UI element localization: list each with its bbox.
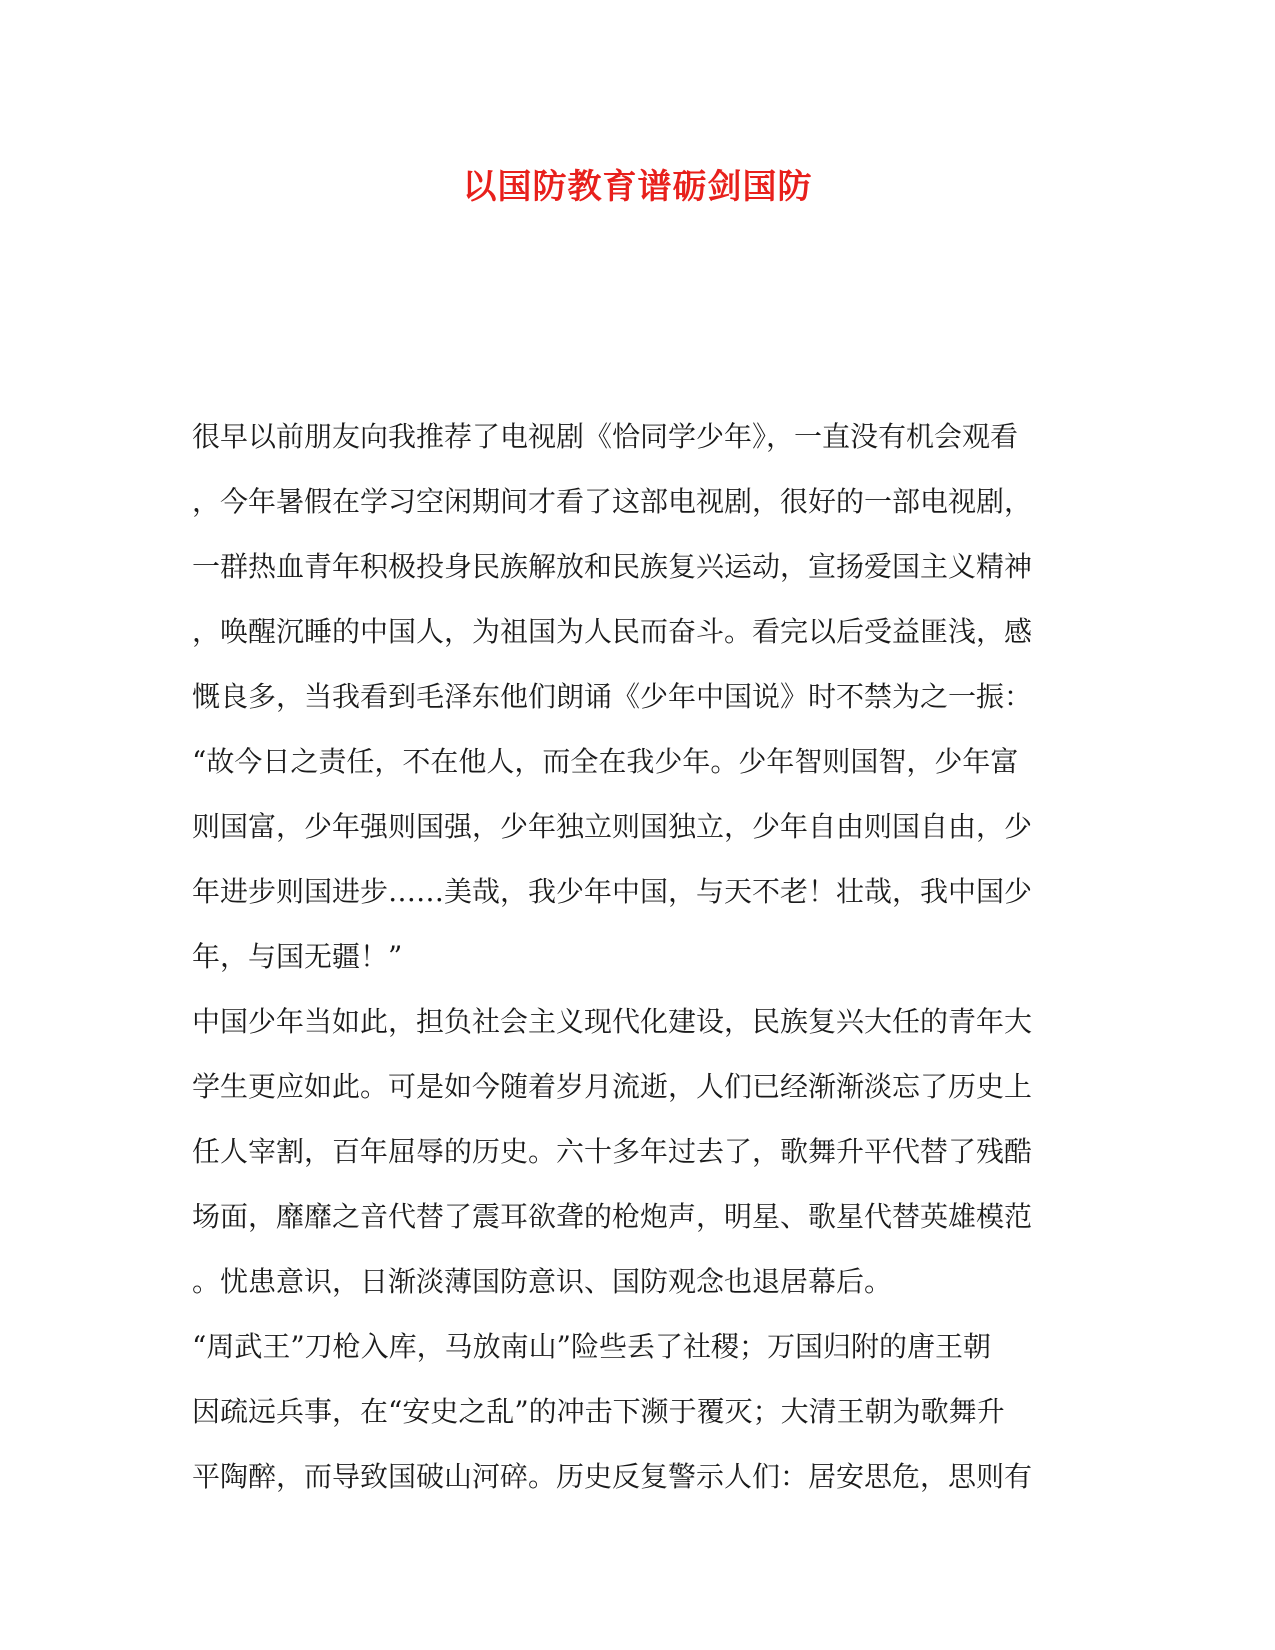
text-line: 因疏远兵事，在“安史之乱”的冲击下濒于覆灭；大清王朝为歌舞升 [192, 1395, 1005, 1428]
text-line: 一群热血青年积极投身民族解放和民族复兴运动，宣扬爱国主义精神 [192, 550, 1033, 583]
text-line: ，今年暑假在学习空闲期间才看了这部电视剧，很好的一部电视剧， [192, 485, 1033, 518]
text-line: 则国富，少年强则国强，少年独立则国独立，少年自由则国自由，少 [192, 810, 1033, 843]
text-line: 中国少年当如此，担负社会主义现代化建设，民族复兴大任的青年大 [192, 1005, 1033, 1038]
text-line: “故今日之责任，不在他人，而全在我少年。少年智则国智，少年富 [192, 745, 1019, 778]
text-line: 年进步则国进步……美哉，我少年中国，与天不老！壮哉，我中国少 [192, 875, 1033, 908]
text-line: 。忧患意识，日渐淡薄国防意识、国防观念也退居幕后。 [192, 1265, 893, 1298]
text-line: 年，与国无疆！” [192, 940, 403, 973]
text-line: “周武王”刀枪入库，马放南山”险些丢了社稷；万国归附的唐王朝 [192, 1330, 991, 1363]
document-title: 以国防教育谱砺剑国防 [462, 167, 813, 207]
text-line: 慨良多，当我看到毛泽东他们朗诵《少年中国说》时不禁为之一振： [192, 680, 1033, 713]
text-line: 场面，靡靡之音代替了震耳欲聋的枪炮声，明星、歌星代替英雄模范 [192, 1200, 1033, 1233]
text-line: 很早以前朋友向我推荐了电视剧《恰同学少年》，一直没有机会观看 [192, 420, 1019, 453]
text-line: 平陶醉，而导致国破山河碎。历史反复警示人们：居安思危，思则有 [192, 1460, 1033, 1493]
text-line: ，唤醒沉睡的中国人，为祖国为人民而奋斗。看完以后受益匪浅，感 [192, 615, 1033, 648]
text-line: 任人宰割，百年屈辱的历史。六十多年过去了，歌舞升平代替了残酷 [192, 1135, 1033, 1168]
text-line: 学生更应如此。可是如今随着岁月流逝，人们已经渐渐淡忘了历史上 [192, 1070, 1033, 1103]
document-body [192, 404, 1072, 1509]
